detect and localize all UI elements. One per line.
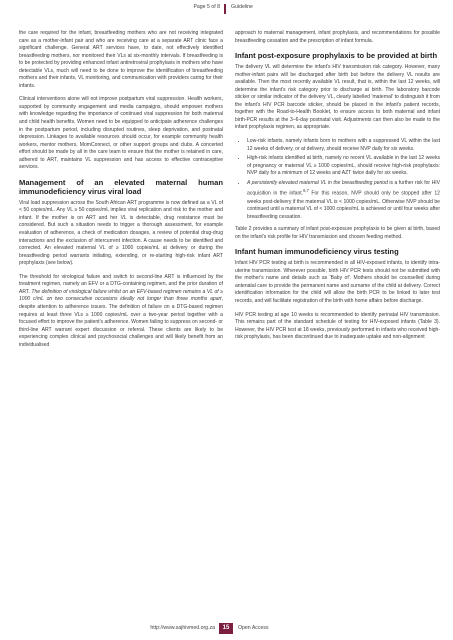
paragraph: Infant HIV PCR testing at birth is recommended in all HIV-exposed infants, to identify intra-uterine transmission. Wherever possible, birth HIV PCR tests should not be submitted with the mother's name and details such as 'Baby of'. Mothers should be counselled during antenatal care to provide the permanent name and surname of the child at delivery. Correct identification information for the child will allow the birth PCR to be linked to later test records, and will facilitate registration of the birth with home affairs before discharge. [235, 260, 440, 304]
right-column [235, 30, 440, 348]
left-column [19, 30, 223, 355]
risk-list [235, 138, 440, 221]
page-number: Page 5 of 8 [193, 4, 220, 10]
paragraph: Table 2 provides a summary of infant post-exposure prophylaxis to be given at birth, based on the infant's risk profile for HIV transmission and chosen feeding method. [235, 226, 440, 240]
section-heading: Management of an elevated maternal human immunodeficiency virus viral load [19, 177, 223, 196]
italic-text: The definition of virological failure whilst on an EFV-based regimen remains a VL of ≥ 1000 c/mL on two consecutive occasions ideally not longer than three months apart [19, 288, 223, 303]
list-item: • High-risk infants identified at birth, namely no recent VL available in the last 12 weeks of pregnancy or maternal VL ≥ 1000 copies/mL, should receive high-risk prophylaxis: NVP daily for a minimum of 12 weeks and AZT twice daily for six weeks. [247, 155, 440, 178]
paragraph: Clinical interventions alone will not improve postpartum viral suppression. Health workers, supported by community engagement and media campaigns, should empower mothers with knowledge regarding the importance of continued viral suppression for both maternal and child health benefits. Women need to be equipped to anticipate adherence challenges in the postpartum period, including disrupted routines, sleep deprivation, and postnatal depression. Linkages to available resources should occur, for example community health workers, mentor mothers, MomConnect, or other support groups and clubs. A concerted effort should be made by all in the care team to ensure that the mother is retained in care, adhered to ART, maintains VL suppression and has access to effective contraceptive services. [19, 96, 223, 171]
paragraph: Viral load suppression across the South African ART programme is now defined as a VL of < 50 copies/mL. Any VL ≥ 50 copies/mL implies viral replication and risk to the mother and infant. If the mother is on ART and her VL is detectable, drug resistance must be considered. But such a situation needs to trigger a thorough assessment, for example evaluation of adherence, a check of medication dosages, a review of potential drug-drug interactions and the exclusion of intercurrent infection. A cause needs to be identified and corrected. An elevated maternal VL of ≥ 1000 copies/mL at delivery or during the breastfeeding period warrants initiating, extending, or re-starting high-risk infant ART prophylaxis (see below). [19, 199, 223, 267]
journal-link[interactable]: http://www.sajhivmed.org.za [150, 625, 215, 631]
text-run: is a further risk for HIV acquisition in the infant. [247, 179, 440, 197]
section-label: Guideline [231, 4, 253, 10]
list-item: • Low-risk infants, namely infants born to mothers with a suppressed VL within the last 12 weeks of delivery, or at delivery, should receive NVP daily for six weeks. [247, 138, 440, 153]
text-run: The threshold for virological failure and switch to second-line ART is influenced by the treatment regimen, namely an EFV or a DTG-containing regimen, and the prior duration of ART. [19, 273, 223, 295]
paragraph [19, 274, 223, 349]
section-heading: Infant post-exposure prophylaxis to be provided at birth [235, 51, 438, 61]
text-run: , despite attention to adherence issues. The definition of failure on a DTG-based regimen requires at least three VLs ≥ 1000 copies/mL over a two-year period together with a focused effort to improve the patient's adherence. Women failing to suppress on second- or third-line ART warrant expert discussion or referral. These clients are likely to be experiencing complex clinical and psychosocial challenges and will likely benefit from an individualised [19, 296, 223, 348]
list-item [247, 180, 440, 221]
folio-number: 15 [219, 623, 233, 634]
paragraph: the care required for the infant, breastfeeding mothers who are not receiving integrated care as a mother-infant pair and who are receiving care at a separate ART clinic face a significant challenge. General ART services have, to date, not effectively identified breastfeeding mothers, nor monitored their VLs at six-monthly intervals. If breastfeeding is to be protected by providing enhanced infant antiretroviral prophylaxis in mothers who have detectable VLs, much will need to be done to improve the identification of breastfeeding mothers and their infants, VL monitoring, and communication with providers caring for their infants. [19, 30, 223, 89]
text-run: For this reason, NVP should only be stopped after 12 weeks post-delivery if the maternal VL is < 1000 copies/mL. Otherwise NVP should be continued until a maternal VL of < 1000 copies/mL is achieved or until four weeks after breastfeeding cessation. [247, 190, 440, 220]
section-heading: Infant human immunodeficiency virus testing [235, 247, 399, 257]
paragraph: HIV PCR testing at age 10 weeks is recommended to identify perinatal HIV transmission. This remains part of the standard schedule of testing for HIV-exposed infants (Table 3). However, the HIV PCR test at 18 weeks, previously performed in infants who received high-risk prophylaxis, has been discontinued due to inadequate uptake and non-alignment [235, 311, 440, 341]
italic-text: A persistently elevated maternal VL in the breastfeeding period [247, 179, 388, 186]
page-footer [0, 623, 453, 635]
open-access-label: Open Access [238, 625, 269, 631]
paragraph: The delivery VL will determine the infant's HIV transmission risk category. However, many mother-infant pairs will be discharged after birth but before the delivery VL results are available. Then the most recently available VL result, that is, within the last 12 weeks, will determine the infant's risk category prior to discharge at birth. The laboratory barcode sticker or similar indicator of the delivery VL, clearly labelled 'maternal' to distinguish it from the infant's HIV PCR barcode sticker, should be placed in the infant's patient records, together with the Road-to-Health Booklet, to ensure access to both maternal and infant birth-PCR results at the 3–6-day postnatal visit. Adjustments can then also be made to the infant prophylaxis regimen, as appropriate. [235, 64, 440, 131]
page-header [0, 4, 453, 16]
paragraph: approach to maternal management, infant prophylaxis, and recommendations for possible breastfeeding cessation and the prescription of infant formula. [235, 30, 440, 44]
header-divider [224, 4, 226, 14]
citation: 6,7 [303, 188, 309, 194]
